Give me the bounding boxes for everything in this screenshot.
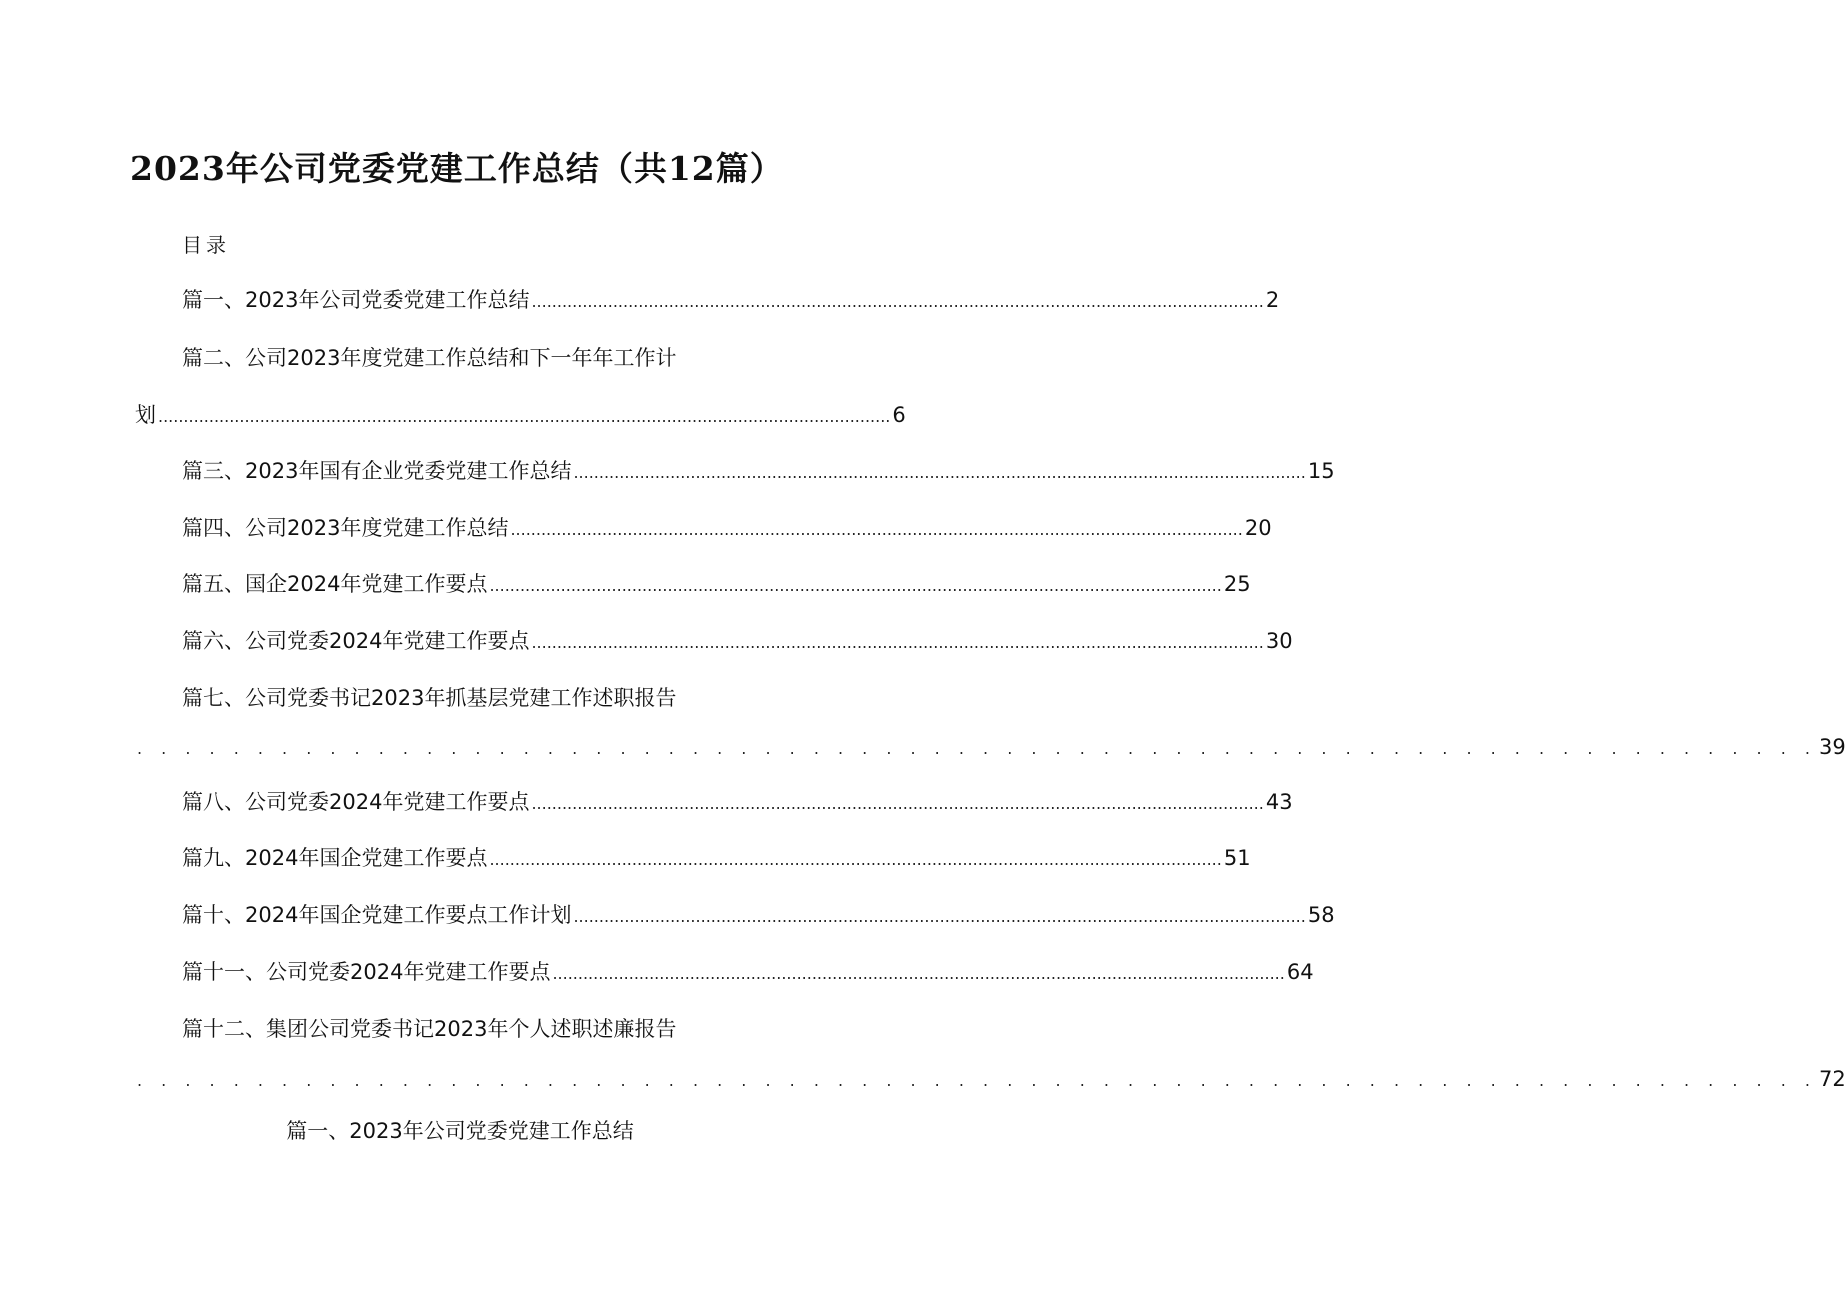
toc-leader-dots: ................................................................................................................................................ xyxy=(552,964,1285,983)
toc-entry-title: 篇八、公司党委2024年党建工作要点 xyxy=(182,790,530,814)
toc-entry-title: 篇四、公司2023年度党建工作总结 xyxy=(182,516,509,540)
toc-entry-12[interactable] xyxy=(182,1012,772,1046)
toc-entry-title-continued: 划 xyxy=(135,403,156,427)
toc-entry-5[interactable] xyxy=(182,567,1251,601)
toc-entry-7[interactable] xyxy=(182,681,772,715)
toc-entry-3[interactable] xyxy=(182,454,1335,488)
toc-entry-title: 篇一、2023年公司党委党建工作总结 xyxy=(182,288,530,312)
toc-leader-dots: ................................................................................................................................................ xyxy=(158,407,891,426)
toc-entry-2-continued[interactable] xyxy=(135,398,906,432)
toc-entry-title: 篇六、公司党委2024年党建工作要点 xyxy=(182,629,530,653)
toc-leader-dots: ................................................................................................................................................ xyxy=(489,576,1222,595)
toc-page-number: 25 xyxy=(1223,572,1251,596)
toc-leader-dots: ................................................................................................................................................ xyxy=(531,633,1264,652)
toc-entry-title: 篇七、公司党委书记2023年抓基层党建工作述职报告 xyxy=(182,686,677,710)
toc-leader-dots: . . . . . . . . . . . . . . . . . . . . . . . . . . . . . . . . . . . . . . . . . . . . . . . . . . . . . . . . . . . . . . . . . . . . . . xyxy=(137,739,1817,758)
toc-entry-7-continued[interactable] xyxy=(135,730,1846,764)
toc-page-number: 64 xyxy=(1286,960,1314,984)
toc-entry-12-continued[interactable] xyxy=(135,1062,1846,1096)
toc-page-number: 30 xyxy=(1265,629,1293,653)
toc-entry-title: 篇十、2024年国企党建工作要点工作计划 xyxy=(182,903,572,927)
toc-page-number: 51 xyxy=(1223,846,1251,870)
toc-page-number: 2 xyxy=(1265,288,1280,312)
toc-entry-title: 篇二、公司2023年度党建工作总结和下一年年工作计 xyxy=(182,346,677,370)
toc-page-number: 43 xyxy=(1265,790,1293,814)
toc-leader-dots: ................................................................................................................................................ xyxy=(510,520,1243,539)
toc-entry-title: 篇五、国企2024年党建工作要点 xyxy=(182,572,488,596)
toc-page-number: 39 xyxy=(1818,735,1846,759)
document-title: 2023年公司党委党建工作总结（共12篇） xyxy=(130,149,784,188)
toc-leader-dots: . . . . . . . . . . . . . . . . . . . . . . . . . . . . . . . . . . . . . . . . . . . . . . . . . . . . . . . . . . . . . . . . . . . . . . xyxy=(137,1071,1817,1090)
toc-leader-dots: ................................................................................................................................................ xyxy=(531,292,1264,311)
toc-entry-1[interactable] xyxy=(182,283,1280,317)
toc-entry-title: 篇十一、公司党委2024年党建工作要点 xyxy=(182,960,551,984)
toc-entry-4[interactable] xyxy=(182,511,1272,545)
toc-page-number: 58 xyxy=(1307,903,1335,927)
toc-entry-2[interactable] xyxy=(182,341,772,375)
section-heading: 篇一、2023年公司党委党建工作总结 xyxy=(286,1119,634,1143)
toc-entry-title: 篇九、2024年国企党建工作要点 xyxy=(182,846,488,870)
toc-entry-8[interactable] xyxy=(182,785,1293,819)
toc-entry-9[interactable] xyxy=(182,841,1251,875)
toc-heading: 目录 xyxy=(182,233,230,257)
toc-page-number: 20 xyxy=(1244,516,1272,540)
toc-entry-title: 篇三、2023年国有企业党委党建工作总结 xyxy=(182,459,572,483)
toc-entry-10[interactable] xyxy=(182,898,1335,932)
toc-page-number: 15 xyxy=(1307,459,1335,483)
toc-leader-dots: ................................................................................................................................................ xyxy=(573,907,1306,926)
toc-leader-dots: ................................................................................................................................................ xyxy=(531,794,1264,813)
toc-leader-dots: ................................................................................................................................................ xyxy=(489,850,1222,869)
toc-page-number: 6 xyxy=(892,403,906,427)
toc-page-number: 72 xyxy=(1818,1067,1846,1091)
toc-leader-dots: ................................................................................................................................................ xyxy=(573,463,1306,482)
toc-entry-title: 篇十二、集团公司党委书记2023年个人述职述廉报告 xyxy=(182,1017,677,1041)
toc-entry-6[interactable] xyxy=(182,624,1293,658)
toc-entry-11[interactable] xyxy=(182,955,1314,989)
